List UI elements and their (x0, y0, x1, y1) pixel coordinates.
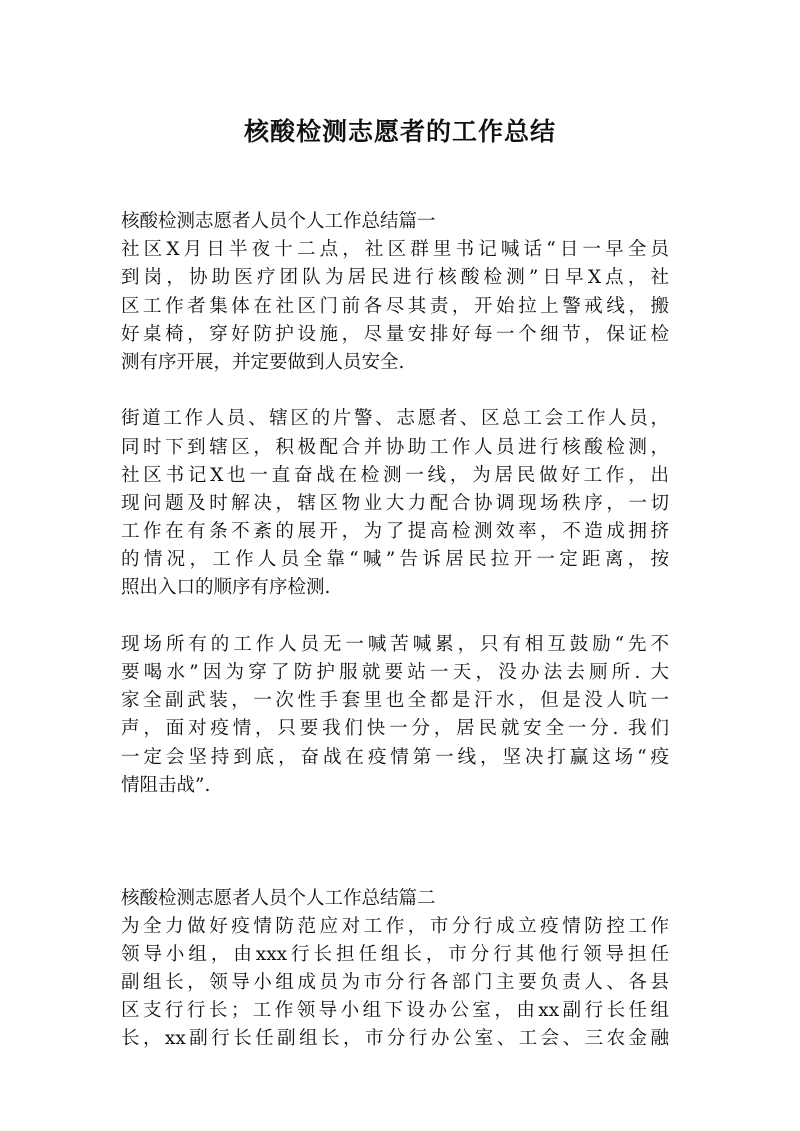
paragraph-line: 区支行行长；工作领导小组下设办公室，由xx副行长任组 (121, 1000, 669, 1022)
paragraph-gap (121, 377, 669, 405)
paragraph-line: 家全副武装，一次性手套里也全都是汗水，但是没人吭一 (121, 690, 669, 712)
paragraph-line: 情阻击战”. (121, 774, 211, 796)
paragraph-line: 照出入口的顺序有序检测. (121, 577, 331, 599)
paragraph-line: 到岗，协助医疗团队为居民进行核酸检测”日早X点，社 (121, 267, 669, 289)
paragraph-line: 现问题及时解决，辖区物业大力配合协调现场秩序，一切 (121, 492, 669, 514)
paragraph-line: 社区书记X也一直奋战在检测一线，为居民做好工作，出 (121, 464, 669, 486)
paragraph-line: 要喝水”因为穿了防护服就要站一天，没办法去厕所. 大 (121, 662, 669, 683)
paragraph-line: 一定会坚持到底，奋战在疫情第一线，坚决打赢这场“疫 (121, 746, 669, 768)
paragraph-line: 领导小组，由xxx行长担任组长，市分行其他行领导担任 (121, 943, 669, 965)
section-heading-1: 核酸检测志愿者人员个人工作总结篇一 (121, 211, 436, 232)
paragraph-line: 同时下到辖区，积极配合并协助工作人员进行核酸检测， (121, 436, 669, 458)
paragraph-line: 街道工作人员、辖区的片警、志愿者、区总工会工作人员， (121, 408, 669, 430)
paragraph-line: 区工作者集体在社区门前各尽其责，开始拉上警戒线，搬 (121, 295, 669, 317)
section-heading-2: 核酸检测志愿者人员个人工作总结篇二 (121, 887, 436, 909)
document-title: 核酸检测志愿者的工作总结 (243, 117, 556, 146)
section-gap (121, 800, 669, 856)
paragraph-line: 社区X月日半夜十二点，社区群里书记喊话“日一早全员 (121, 239, 669, 261)
paragraph-line: 的情况，工作人员全靠“喊”告诉居民拉开一定距离，按 (121, 549, 669, 571)
paragraph-gap (121, 603, 669, 631)
section-gap (121, 856, 669, 884)
document-body (121, 208, 669, 1054)
paragraph-line: 测有序开展，并定要做到人员安全. (121, 351, 405, 373)
paragraph-line: 长，xx副行长任副组长，市分行办公室、工会、三农金融 (121, 1028, 669, 1050)
paragraph-line: 为全力做好疫情防范应对工作，市分行成立疫情防控工作 (121, 915, 669, 937)
paragraph-line: 现场所有的工作人员无一喊苦喊累，只有相互鼓励“先不 (121, 633, 669, 655)
paragraph-line: 好桌椅，穿好防护设施，尽量安排好每一个细节，保证检 (121, 323, 669, 345)
paragraph-line: 副组长，领导小组成员为市分行各部门主要负责人、各县 (121, 972, 669, 994)
paragraph-line: 工作在有条不紊的展开，为了提高检测效率，不造成拥挤 (121, 521, 669, 543)
paragraph-line: 声，面对疫情，只要我们快一分，居民就安全一分. 我们 (121, 718, 669, 740)
